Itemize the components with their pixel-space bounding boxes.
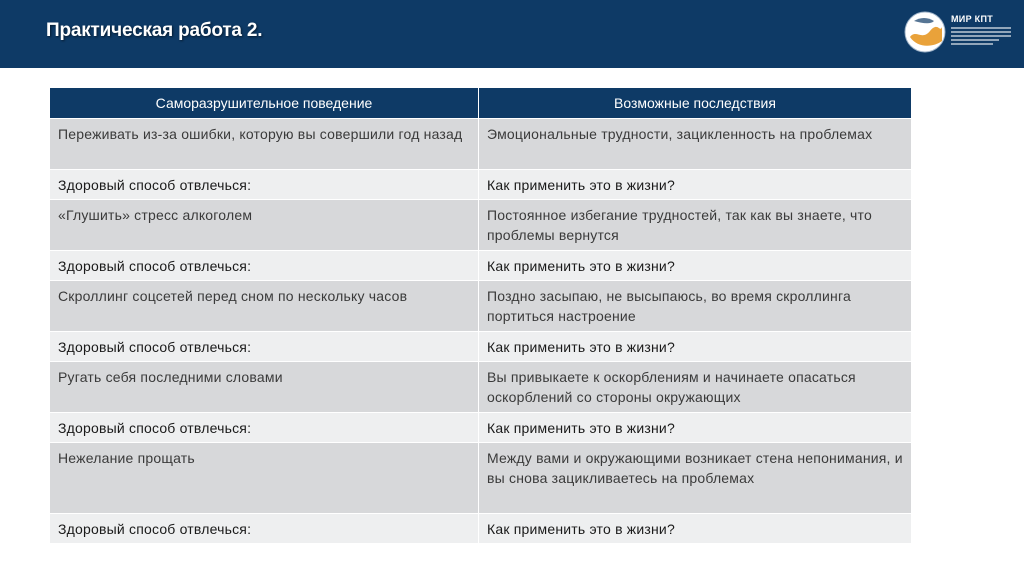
- consequence-cell: Поздно засыпаю, не высыпаюсь, во время скроллинга портиться настроение: [479, 281, 912, 332]
- behavior-cell: Ругать себя последними словами: [50, 362, 479, 413]
- apply-in-life-cell: Как применить это в жизни?: [479, 251, 912, 281]
- logo-name: МИР КПТ: [951, 14, 994, 24]
- table-row: [50, 332, 912, 362]
- consequence-cell: Вы привыкаете к оскорблениям и начинаете опасаться оскорблений со стороны окружающих: [479, 362, 912, 413]
- consequence-cell: Эмоциональные трудности, зацикленность на проблемах: [479, 119, 912, 170]
- table-header-row: [50, 88, 912, 119]
- column-header-consequences: Возможные последствия: [479, 88, 912, 119]
- column-header-behavior: Саморазрушительное поведение: [50, 88, 479, 119]
- consequence-cell: Постоянное избегание трудностей, так как вы знаете, что проблемы вернутся: [479, 200, 912, 251]
- table-row: [50, 251, 912, 281]
- table-row: [50, 413, 912, 443]
- table-row: [50, 514, 912, 544]
- table-row: [50, 281, 912, 332]
- logo: [904, 11, 1014, 55]
- globe-logo-icon: [904, 11, 946, 53]
- healthy-way-cell: Здоровый способ отвлечься:: [50, 413, 479, 443]
- behavior-cell: Скроллинг соцсетей перед сном по нескольку часов: [50, 281, 479, 332]
- table-row: [50, 362, 912, 413]
- apply-in-life-cell: Как применить это в жизни?: [479, 332, 912, 362]
- apply-in-life-cell: Как применить это в жизни?: [479, 514, 912, 544]
- behavior-cell: Нежелание прощать: [50, 443, 479, 514]
- slide-title: Практическая работа 2.: [46, 20, 263, 41]
- header-bar: [0, 0, 1024, 68]
- apply-in-life-cell: Как применить это в жизни?: [479, 170, 912, 200]
- table-row: [50, 170, 912, 200]
- behavior-cell: Переживать из-за ошибки, которую вы совершили год назад: [50, 119, 479, 170]
- healthy-way-cell: Здоровый способ отвлечься:: [50, 332, 479, 362]
- table-row: [50, 200, 912, 251]
- behavior-table: [49, 87, 912, 544]
- behavior-cell: «Глушить» стресс алкоголем: [50, 200, 479, 251]
- consequence-cell: Между вами и окружающими возникает стена непонимания, и вы снова зацикливаетесь на проблемах: [479, 443, 912, 514]
- apply-in-life-cell: Как применить это в жизни?: [479, 413, 912, 443]
- table-row: [50, 443, 912, 514]
- logo-subtitle: [951, 27, 1011, 47]
- healthy-way-cell: Здоровый способ отвлечься:: [50, 170, 479, 200]
- healthy-way-cell: Здоровый способ отвлечься:: [50, 514, 479, 544]
- healthy-way-cell: Здоровый способ отвлечься:: [50, 251, 479, 281]
- table-row: [50, 119, 912, 170]
